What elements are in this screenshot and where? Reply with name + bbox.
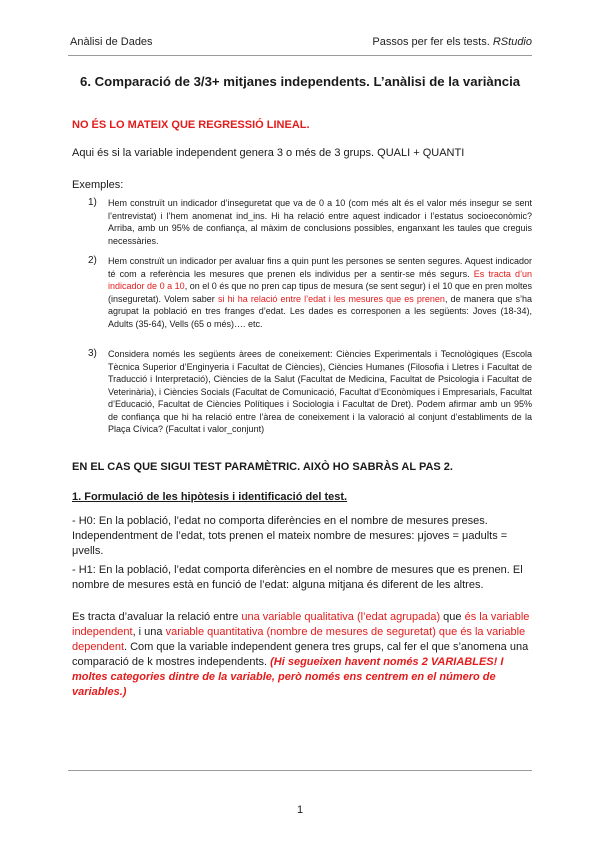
intro-text: Aqui és si la variable independent genera 3 o més de 3 grups. QUALI + QUANTI [72,147,465,159]
final-paragraph [72,610,532,700]
final-text-a: Es tracta d’avaluar la relació entre [72,611,242,623]
final-highlight-qualitative: una variable qualitativa (l’edat agrupada) [241,611,441,623]
final-text-g: . Com que la variable independent genera tres grups, cal fer el que s’anomena una comparació de k mostres independents. [72,641,529,668]
final-text-e: , i una [132,626,166,638]
example-number: 3) [88,348,97,359]
example-item-1 [88,197,532,247]
footer-rule [68,770,532,771]
examples-label: Exemples: [72,179,124,191]
page-number: 1 [296,804,304,816]
example-list-3 [88,348,532,436]
example-text: Considera només les següents àrees de coneixement: Ciències Experimentals i Tecnològiques (Escola Tècnica Superior d’Enginyeria i Facultat de Ciències), Ciències Humanes (Filosofia i Lletres i Facultat de Traducció i Interpretació), Ciències de la Salut (Facultat de Medicina, Facultat de Psicologia i Facultat de Veterinària), i Ciències Socials (Facultat de Comunicació, Facultat d’Econòmiques i Empresarials, Facultat d’Educació, Facultat de Ciències Polítiques i Sociologia i Facultat de Dret). Podem afirmar amb un 95% de confiança que hi ha relació entre l’àrea de coneixement i la valoració al conjunt d’establiments de la Plaça Cívica? (Facultat i valor_conjunt) [108,349,532,434]
header-right [372,36,532,48]
example-number: 1) [88,197,97,208]
example-text-c: , on el 0 és que no pren cap tipus de mesura (se sent segur) i el 10 que en pren moltes (inseguretat). Volem saber [108,281,532,304]
warning-text: NO ÉS LO MATEIX QUE REGRESSIÓ LINEAL. [72,119,310,131]
header-left: Anàlisi de Dades [70,36,153,48]
example-item-3 [88,348,532,436]
final-highlight-independent: és la variable independent [72,611,530,638]
example-highlight-question: si hi ha relació entre l’edat i les mesures que es prenen [217,293,445,304]
final-highlight-quantitative: variable quantitativa (nombre de mesures de seguretat) que és la variable dependent [72,626,526,653]
final-note: (Hi segueixen havent només 2 VARIABLES! I moltes categories dintre de la variable, però només ens centrem en el número de variables.) [72,656,504,698]
hypothesis-h1: - H1: En la població, l’edat comporta diferències en el nombre de mesures que es prenen. El nombre de mesures està en funció de l’edat: alguna mitjana és diferent de les altres. [72,564,523,591]
example-highlight-range: Es tracta d’un indicador de 0 a 10 [108,268,532,291]
page-title: 6. Comparació de 3/3+ mitjanes independents. L’anàlisi de la variància [80,74,521,89]
header-right-main: Passos per fer els tests. [372,36,490,48]
example-list-2 [88,255,532,330]
example-text-a: Hem construït un indicador per avaluar fins a quin punt les persones se senten segures. Aquest indicador té com a referència les mesures que prenen els individus per a sentir-se més segurs. [108,256,532,279]
example-item-2 [88,255,532,330]
example-number: 2) [88,255,97,266]
example-list [88,197,532,247]
example-text: Hem construït un indicador d’inseguretat que va de 0 a 10 (com més alt és el valor més insegur se sent l’entrevistat) i l’hem anomenat ind_ins. Hi ha relació entre aquest indicador i l’estatus socioeconòmic? Arriba, amb un 95% de confiança, al màxim de conclusions possibles, enganxant les taules que creguis necessàries. [108,198,532,246]
header-right-italic: RStudio [492,36,532,48]
parametric-note: EN EL CAS QUE SIGUI TEST PARAMÈTRIC. AIXÒ HO SABRÀS AL PAS 2. [72,461,453,473]
final-text-c: que [440,611,465,623]
header-rule [68,55,532,56]
example-text-e: , de manera que s’ha agrupat la població en tres franges d’edat. Les dades es corresponen a les següents: Joves (18-34), Adults (35-64), Vells (65 o més)…. etc. [108,293,532,329]
hypothesis-h0: - H0: En la població, l’edat no comporta diferències en el nombre de mesures preses. Independentment de l’edat, tots prenen el mateix nombre de mesures: μjoves = μadults = μvells. [72,515,508,557]
section-heading: 1. Formulació de les hipòtesis i identificació del test. [72,491,348,503]
